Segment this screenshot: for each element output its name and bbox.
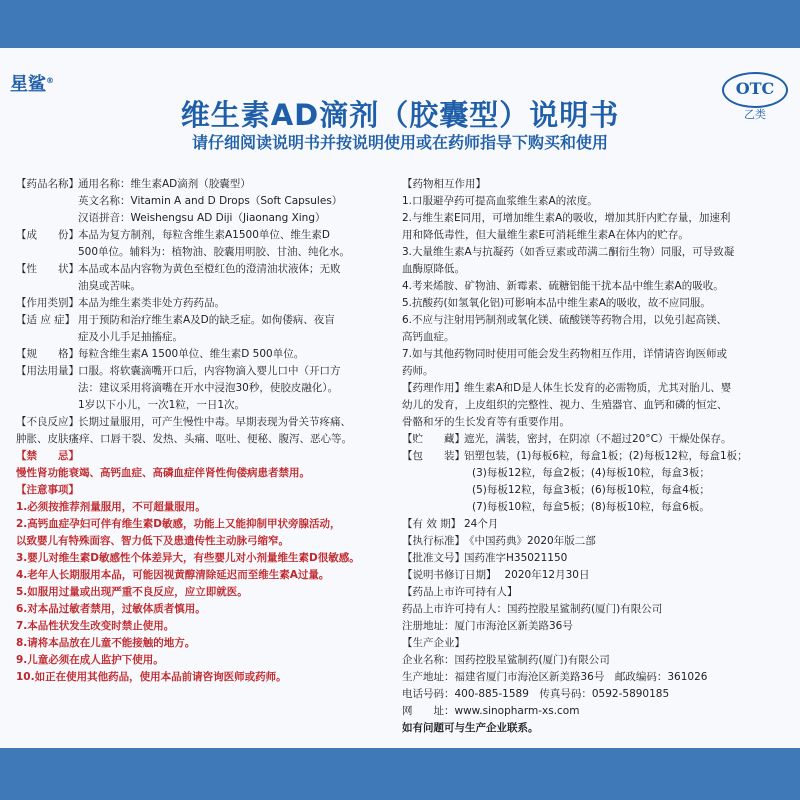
label-storage: 【贮 藏】 [402,433,465,445]
label-characteristics: 【性 状】 [16,263,79,275]
otc-class: 乙类 [744,108,766,121]
section-storage [402,431,778,448]
manufacturer-address: 生产地址：福建省厦门市海沧区新美路36号 邮政编码：361026 [402,671,708,683]
document-title: 维生素AD滴剂（胶囊型）说明书 [180,98,620,132]
interaction-line: 6.不应与注射用钙制剂或氧化镁、硫酸镁等药物合用，以免引起高镁、 [402,314,728,326]
storage-line-1: 遮光，满装，密封，在阴凉（不超过20°C）干燥处保存。 [464,433,732,445]
drug-name-pinyin: 汉语拼音：Weishengsu AD Diji（Jiaonang Xing） [78,212,326,224]
packaging-line: (5)每板12粒，每盒3板；(6)每板10粒，每盒4板； [472,484,710,496]
section-packaging [402,448,778,465]
mah-address: 注册地址：厦门市海沧区新美路36号 [402,620,573,632]
precaution-item: 3.婴儿对维生素D敏感性个体差异大，有些婴儿对小剂量维生素D很敏感。 [16,552,360,564]
precaution-item: 7.本品性状发生改变时禁止使用。 [16,620,175,632]
packaging-line: (7)每板10粒，每盒5板；(8)每板10粒，每盒6板。 [472,501,710,513]
registered-mark: ® [46,76,54,85]
section-pharmacology [402,380,778,397]
section-specification [16,346,394,363]
interaction-line: 3.大量维生素A与抗凝药（如香豆素或茚满二酮衍生物）同服，可导致凝 [402,246,735,258]
label-packaging: 【包 装】 [402,450,465,462]
precaution-item: 4.老年人长期服用本品，可能因视黄醇清除延迟而至维生素A过量。 [16,569,330,581]
characteristics-line-1: 本品或本品内容物为黄色至橙红色的澄清油状液体；无败 [78,263,341,275]
indications-line-1: 用于预防和治疗维生素A及D的缺乏症。如佝偻病、夜盲 [78,314,335,326]
label-composition: 【成 份】 [16,229,79,241]
pharmacology-line-1: 维生素A和D是人体生长发育的必需物质，尤其对胎儿、婴 [464,382,732,394]
interaction-line: 药师。 [402,365,434,377]
contact-note: 如有问题可与生产企业联系。 [402,722,539,734]
otc-badge: OTC [722,72,788,108]
label-validity: 【有 效 期】 [402,518,462,530]
label-dosage: 【用法用量】 [16,365,79,377]
standard-value: 《中国药典》2020年版二部 [464,535,596,547]
interaction-line: 4.考来烯胺、矿物油、新霉素、硫糖铝能干扰本品中维生素A的吸收。 [402,280,724,292]
right-column [402,176,778,737]
drug-name-en: 英文名称：Vitamin A and D Drops（Soft Capsules） [78,195,343,207]
label-contraindications: 【禁 忌】 [16,450,79,462]
manufacturer-name: 企业名称：国药控股星鲨制药(厦门)有限公司 [402,654,610,666]
validity-value: 24个月 [464,518,499,530]
mah-name: 药品上市许可持有人：国药控股星鲨制药(厦门)有限公司 [402,603,663,615]
dosage-line-1: 口服。将软囊滴嘴开口后，内容物滴入婴儿口中（开口方 [78,365,341,377]
adverse-line-1: 长期过量服用，可产生慢性中毒。早期表现为骨关节疼痛、 [78,416,351,428]
precaution-item: 5.如服用过量或出现严重不良反应，应立即就医。 [16,586,248,598]
label-pharmacology: 【药理作用】 [402,382,465,394]
revision-date: 2020年12月30日 [504,569,590,581]
interaction-line: 用和降低毒性，但大量维生素E可消耗维生素A在体内的贮存。 [402,229,689,241]
dosage-line-2: 法：建议采用将滴嘴在开水中浸泡30秒，使胶皮融化）。 [78,382,339,394]
precaution-item: 6.对本品过敏者禁用，过敏体质者慎用。 [16,603,206,615]
section-characteristics [16,261,394,278]
interaction-line: 高钙血症。 [402,331,455,343]
precaution-item: 9.儿童必须在成人监护下使用。 [16,654,164,666]
section-adverse [16,414,394,431]
section-indications [16,312,394,329]
section-composition [16,227,394,244]
section-category [16,295,394,312]
adverse-line-2: 肿胀、皮肤瘙痒、口唇干裂、发热、头痛、呕吐、便秘、腹泻、恶心等。 [16,433,352,445]
label-specification: 【规 格】 [16,348,79,360]
label-adverse: 【不良反应】 [16,416,79,428]
label-drug-name: 【药品名称】 [16,178,79,190]
precaution-item: 2.高钙血症孕妇可伴有维生素D敏感，功能上又能抑制甲状旁腺活动， [16,518,341,530]
characteristics-line-2: 油臭或苦味。 [78,280,141,292]
interaction-line: 血酶原降低。 [402,263,465,275]
approval-number: 国药准字H35021150 [464,552,568,564]
precaution-item: 1.必须按推荐剂量服用，不可超量服用。 [16,501,206,513]
pharmacology-line-2: 幼儿的发育，上皮组织的完整性、视力、生殖器官、血钙和磷的恒定、 [402,399,728,411]
section-dosage [16,363,394,380]
packaging-line: (3)每板12粒，每盒2板；(4)每板10粒，每盒3板； [472,467,710,479]
manufacturer-phone: 电话号码：400-885-1589 传真号码：0592-5890185 [402,688,670,700]
label-category: 【作用类别】 [16,297,79,309]
label-interactions: 【药物相互作用】 [402,178,486,190]
label-precautions: 【注意事项】 [16,484,79,496]
contraindications-text: 慢性肾功能衰竭、高钙血症、高磷血症伴肾性佝偻病患者禁用。 [16,467,310,479]
composition-line-2: 500单位。辅料为：植物油、胶囊用明胶、甘油、纯化水。 [78,246,351,258]
packaging-line: 铝塑包装，(1)每板6粒，每盒1板；(2)每板12粒，每盒1板； [464,450,748,462]
section-validity [402,516,778,533]
composition-line-1: 本品为复方制剂，每粒含维生素A1500单位、维生素D [78,229,330,241]
specification-line-1: 每粒含维生素A 1500单位、维生素D 500单位。 [78,348,305,360]
section-drug-name [16,176,394,193]
dosage-line-3: 1岁以下小儿，一次1粒，一日1次。 [78,399,246,411]
drug-name-common: 通用名称：维生素AD滴剂（胶囊型） [78,178,251,190]
precaution-item: 8.请将本品放在儿童不能接触的地方。 [16,637,196,649]
interaction-line: 2.与维生素E同用，可增加维生素A的吸收，增加其肝内贮存量，加速利 [402,212,731,224]
label-approval: 【批准文号】 [402,552,465,564]
left-column [16,176,394,686]
label-manufacturer: 【生产企业】 [402,637,465,649]
precaution-item: 10.如正在使用其他药品，使用本品前请咨询医师或药师。 [16,671,287,683]
category-line-1: 本品为维生素类非处方药药品。 [78,297,225,309]
interaction-line: 5.抗酸药(如氢氧化铝)可影响本品中维生素A的吸收，故不应同服。 [402,297,711,309]
label-indications: 【适 应 症】 [16,314,76,326]
precaution-item: 以致婴儿有特殊面容、智力低下及患遗传性主动脉弓缩窄。 [16,535,289,547]
section-approval [402,550,778,567]
leaflet-sheet [0,48,800,748]
section-revision [402,567,778,584]
interaction-line: 7.如与其他药物同时使用可能会发生药物相互作用，详情请咨询医师或 [402,348,728,360]
indications-line-2: 症及小儿手足抽搐症。 [78,331,183,343]
pharmacology-line-3: 骨骼和牙的生长发育等有重要作用。 [402,416,570,428]
label-standard: 【执行标准】 [402,535,465,547]
brand-name: 星鲨 [10,74,46,95]
interaction-line: 1.口服避孕药可提高血浆维生素A的浓度。 [402,195,598,207]
section-standard [402,533,778,550]
label-mah: 【药品上市许可持有人】 [402,586,518,598]
label-revision: 【说明书修订日期】 [402,569,497,581]
document-subtitle: 请仔细阅读说明书并按说明使用或在药师指导下购买和使用 [191,133,608,152]
manufacturer-website: 网 址：www.sinopharm-xs.com [402,705,580,717]
